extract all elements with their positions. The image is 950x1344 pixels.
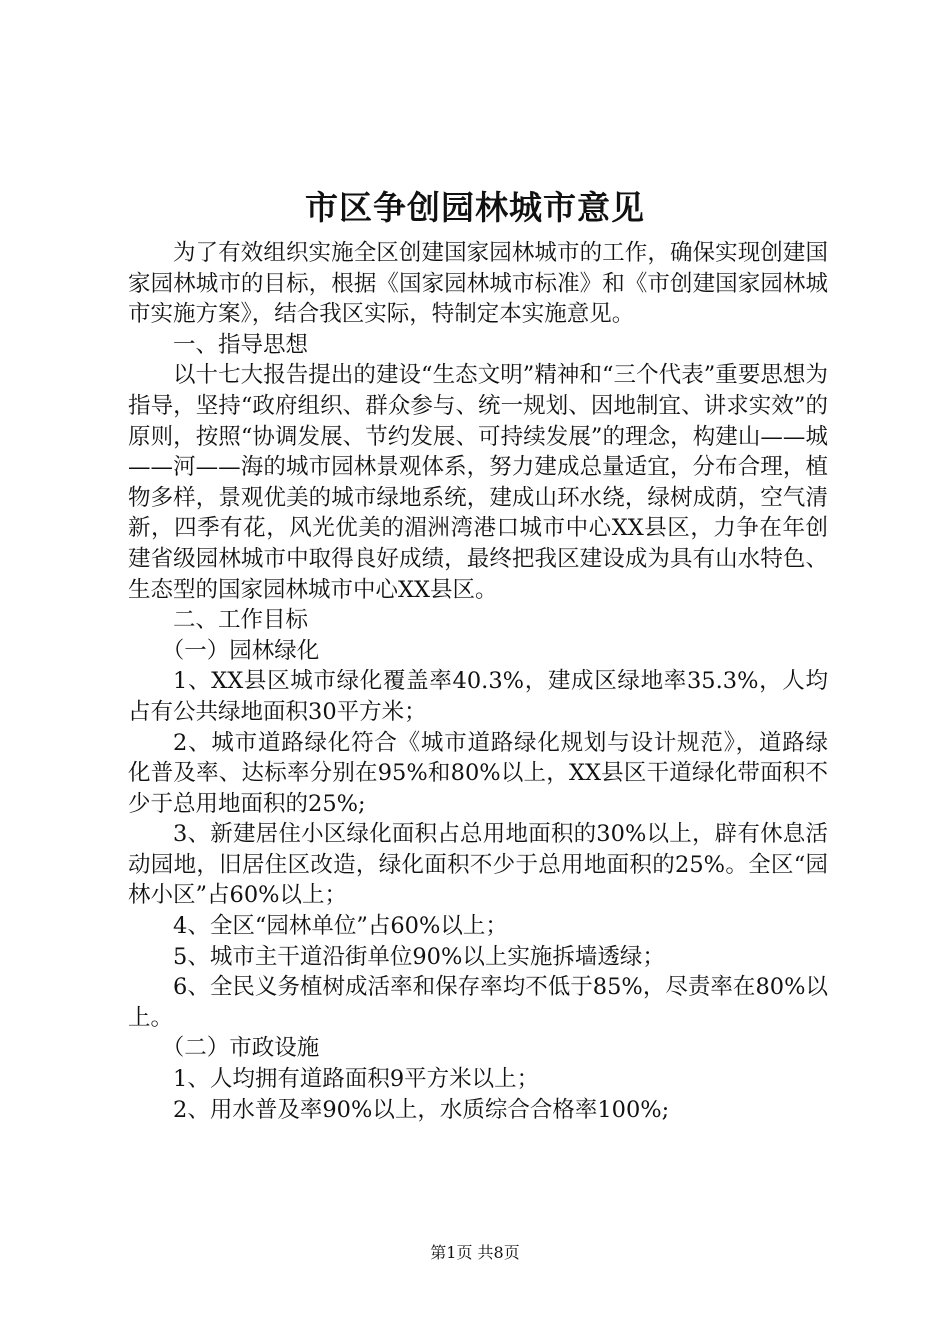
list-item-facility-2: 2、用水普及率90%以上，水质综合合格率100%;	[173, 1096, 670, 1123]
subheading-landscaping: （一）园林绿化	[161, 637, 320, 664]
page-footer: 第1页 共8页	[430, 1243, 520, 1262]
list-item-goal-6: 6、全民义务植树成活率和保存率均不低于85%，尽责率在80%以上。	[128, 974, 828, 1031]
list-item-goal-1: 1、XX县区城市绿化覆盖率40.3%，建成区绿地率35.3%，人均占有公共绿地面积30平方米；	[128, 668, 828, 725]
document-title: 市区争创园林城市意见	[305, 188, 645, 227]
list-item-goal-3: 3、新建居住小区绿化面积占总用地面积的30%以上，辟有休息活动园地，旧居住区改造，绿化面积不少于总用地面积的25%。全区“园林小区”占60%以上；	[128, 821, 828, 909]
heading-work-goals: 二、工作目标	[173, 607, 309, 634]
paragraph-guiding-ideology: 以十七大报告提出的建设“生态文明”精神和“三个代表”重要思想为指导，坚持“政府组织、群众参与、统一规划、因地制宜、讲求实效”的原则，按照“协调发展、节约发展、可持续发展”的理念，构建山——城——河——海的城市园林景观体系，努力建成总量适宜，分布合理，植物多样，景观优美的城市绿地系统，建成山环水绕，绿树成荫，空气清新，四季有花，风光优美的湄洲湾港口城市中心XX县区，力争在年创建省级园林城市中取得良好成绩，最终把我区建设成为具有山水特色、生态型的国家园林城市中心XX县区。	[128, 362, 828, 603]
heading-guiding-ideology: 一、指导思想	[173, 331, 309, 358]
document-body	[128, 238, 828, 1125]
list-item-goal-2: 2、城市道路绿化符合《城市道路绿化规划与设计规范》，道路绿化普及率、达标率分别在95%和80%以上，XX县区干道绿化带面积不少于总用地面积的25%;	[128, 729, 828, 817]
paragraph-intro: 为了有效组织实施全区创建国家园林城市的工作，确保实现创建国家园林城市的目标，根据《国家园林城市标准》和《市创建国家园林城市实施方案》，结合我区实际，特制定本实施意见。	[128, 240, 828, 328]
list-item-facility-1: 1、人均拥有道路面积9平方米以上；	[173, 1066, 540, 1093]
list-item-goal-4: 4、全区“园林单位”占60%以上；	[173, 913, 508, 940]
list-item-goal-5: 5、城市主干道沿街单位90%以上实施拆墙透绿；	[173, 943, 665, 970]
subheading-municipal-facilities: （二）市政设施	[161, 1035, 320, 1062]
